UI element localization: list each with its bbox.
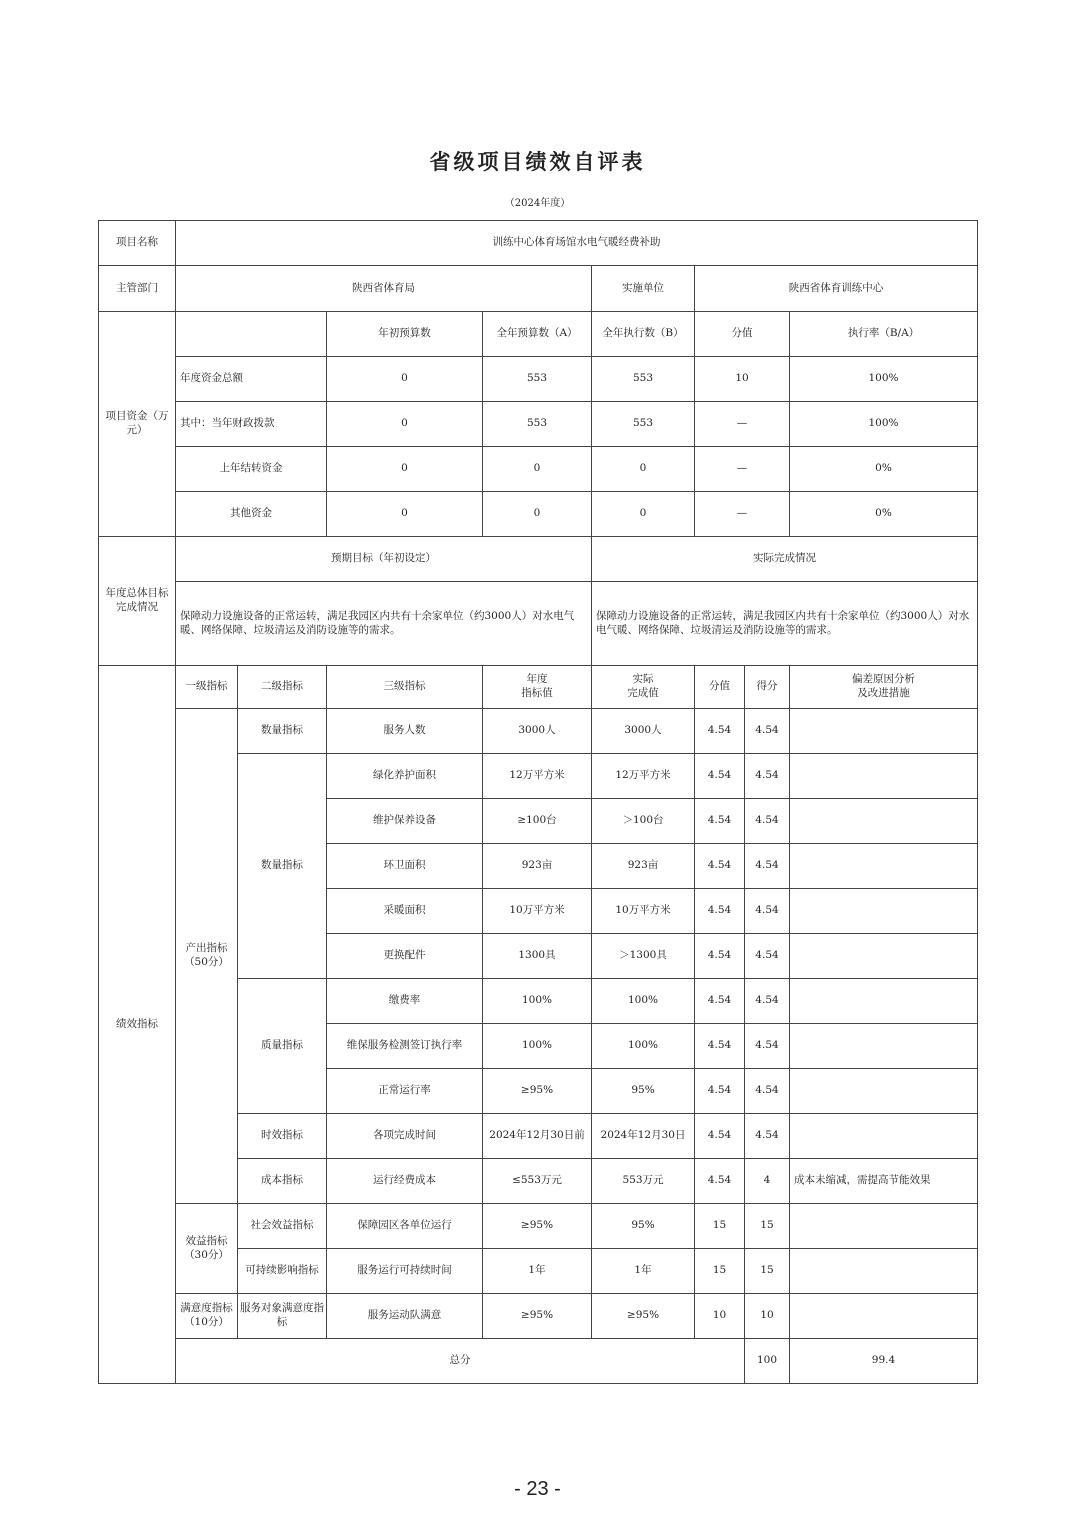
goals-actual: 保障动力设施设备的正常运转，满足我园区内共有十余家单位（约3000人）对水电气暖、网络保障、垃圾清运及消防设施等的需求。 <box>592 582 978 666</box>
indicator-score: 4.54 <box>745 709 790 754</box>
indicator-score: 4.54 <box>745 979 790 1024</box>
indicator-score-value: 4.54 <box>695 709 745 754</box>
funds-row-label: 其他资金 <box>176 492 327 537</box>
funds-initial: 0 <box>327 447 483 492</box>
indicator-analysis <box>790 1249 978 1294</box>
indicator-actual: 10万平方米 <box>592 889 695 934</box>
department-row <box>99 266 978 312</box>
indicator-name: 绿化养护面积 <box>327 754 483 799</box>
indicator-name: 服务运行可持续时间 <box>327 1249 483 1294</box>
indicator-score-value: 4.54 <box>695 889 745 934</box>
indicator-score-value: 4.54 <box>695 1114 745 1159</box>
indicator-name: 服务运动队满意 <box>327 1294 483 1339</box>
level2-timeliness: 时效指标 <box>238 1114 327 1159</box>
indicator-target: 100% <box>483 1024 592 1069</box>
indicator-analysis <box>790 709 978 754</box>
indicator-row <box>99 1204 978 1249</box>
group-output: 产出指标（50分） <box>176 709 238 1204</box>
indicator-analysis <box>790 1114 978 1159</box>
performance-table <box>98 220 978 1384</box>
funds-row <box>99 492 978 537</box>
indicator-actual: 100% <box>592 979 695 1024</box>
indicator-score: 4.54 <box>745 754 790 799</box>
indicator-name: 保障园区各单位运行 <box>327 1204 483 1249</box>
funds-header-initial: 年初预算数 <box>327 312 483 357</box>
indicator-analysis <box>790 889 978 934</box>
level2-social: 社会效益指标 <box>238 1204 327 1249</box>
indicator-score-value: 4.54 <box>695 934 745 979</box>
indicator-analysis <box>790 1069 978 1114</box>
header-score-value: 分值 <box>695 666 745 709</box>
header-level3: 三级指标 <box>327 666 483 709</box>
funds-row-label: 上年结转资金 <box>176 447 327 492</box>
indicator-score: 4.54 <box>745 1114 790 1159</box>
indicator-target: 923亩 <box>483 844 592 889</box>
funds-rate: 100% <box>790 402 978 447</box>
funds-annual: 0 <box>483 492 592 537</box>
goals-header-row <box>99 537 978 582</box>
level2-cost: 成本指标 <box>238 1159 327 1204</box>
indicator-target: ≥95% <box>483 1294 592 1339</box>
indicator-name: 环卫面积 <box>327 844 483 889</box>
funds-executed: 0 <box>592 447 695 492</box>
project-name-value: 训练中心体育场馆水电气暖经费补助 <box>176 221 978 266</box>
funds-rate: 0% <box>790 447 978 492</box>
indicator-analysis <box>790 1294 978 1339</box>
indicator-score: 4.54 <box>745 844 790 889</box>
indicator-score-value: 4.54 <box>695 844 745 889</box>
funds-row <box>99 447 978 492</box>
indicator-target: ≥95% <box>483 1204 592 1249</box>
indicator-score: 4.54 <box>745 934 790 979</box>
indicator-row <box>99 1294 978 1339</box>
header-level1: 一级指标 <box>176 666 238 709</box>
funds-score-value: — <box>695 492 790 537</box>
funds-row <box>99 357 978 402</box>
indicator-name: 缴费率 <box>327 979 483 1024</box>
project-name-label: 项目名称 <box>99 221 176 266</box>
indicator-analysis: 成本未缩减，需提高节能效果 <box>790 1159 978 1204</box>
indicator-target: 1300具 <box>483 934 592 979</box>
indicator-score: 15 <box>745 1249 790 1294</box>
indicator-score: 4.54 <box>745 1069 790 1114</box>
indicator-name: 维保服务检测签订执行率 <box>327 1024 483 1069</box>
level2-sustainable: 可持续影响指标 <box>238 1249 327 1294</box>
funds-annual: 553 <box>483 357 592 402</box>
indicator-target: 10万平方米 <box>483 889 592 934</box>
indicator-analysis <box>790 1204 978 1249</box>
indicator-score-value: 4.54 <box>695 979 745 1024</box>
goals-content-row <box>99 582 978 666</box>
funds-header-rate: 执行率（B/A） <box>790 312 978 357</box>
funds-initial: 0 <box>327 402 483 447</box>
header-level2: 二级指标 <box>238 666 327 709</box>
goals-expected-header: 预期目标（年初设定） <box>176 537 592 582</box>
dept-label: 主管部门 <box>99 266 176 312</box>
year-subtitle: （2024年度） <box>504 198 571 209</box>
indicator-target: 2024年12月30日前 <box>483 1114 592 1159</box>
indicator-target: ≥95% <box>483 1069 592 1114</box>
level2-quality: 质量指标 <box>238 979 327 1114</box>
indicator-analysis <box>790 934 978 979</box>
header-actual: 实际 完成值 <box>592 666 695 709</box>
indicator-analysis <box>790 754 978 799</box>
indicator-score: 4.54 <box>745 889 790 934</box>
funds-score-value: — <box>695 447 790 492</box>
header-score: 得分 <box>745 666 790 709</box>
goals-actual-header: 实际完成情况 <box>592 537 978 582</box>
header-analysis: 偏差原因分析 及改进措施 <box>790 666 978 709</box>
level2-quantity: 数量指标 <box>238 709 327 754</box>
indicator-name: 维护保养设备 <box>327 799 483 844</box>
funds-rate: 0% <box>790 492 978 537</box>
page-title: 省级项目绩效自评表 <box>429 149 646 174</box>
indicator-score: 10 <box>745 1294 790 1339</box>
funds-row-label: 年度资金总额 <box>176 357 327 402</box>
indicator-actual: 12万平方米 <box>592 754 695 799</box>
indicator-analysis <box>790 799 978 844</box>
total-score: 99.4 <box>790 1339 978 1384</box>
group-benefit: 效益指标（30分） <box>176 1204 238 1294</box>
goals-expected: 保障动力设施设备的正常运转，满足我园区内共有十余家单位（约3000人）对水电气暖、网络保障、垃圾清运及消防设施等的需求。 <box>176 582 592 666</box>
funds-annual: 553 <box>483 402 592 447</box>
indicator-score: 15 <box>745 1204 790 1249</box>
indicator-actual: 95% <box>592 1204 695 1249</box>
page-number: - 23 - <box>514 1478 561 1500</box>
indicator-name: 更换配件 <box>327 934 483 979</box>
indicator-actual: 95% <box>592 1069 695 1114</box>
funds-header-executed: 全年执行数（B） <box>592 312 695 357</box>
funds-score-value: — <box>695 402 790 447</box>
indicator-score-value: 4.54 <box>695 1069 745 1114</box>
indicator-actual: ＞1300具 <box>592 934 695 979</box>
indicators-header-row <box>99 666 978 709</box>
indicator-analysis <box>790 844 978 889</box>
indicator-actual: 3000人 <box>592 709 695 754</box>
funds-initial: 0 <box>327 357 483 402</box>
level2-quantity: 数量指标 <box>238 754 327 979</box>
indicator-target: 3000人 <box>483 709 592 754</box>
funds-header-annual: 全年预算数（A） <box>483 312 592 357</box>
indicator-name: 运行经费成本 <box>327 1159 483 1204</box>
funds-header-row <box>99 312 978 357</box>
funds-annual: 0 <box>483 447 592 492</box>
indicator-score-value: 4.54 <box>695 1159 745 1204</box>
project-name-row <box>99 221 978 266</box>
indicator-score-value: 4.54 <box>695 1024 745 1069</box>
impl-label: 实施单位 <box>592 266 695 312</box>
indicator-actual: 2024年12月30日 <box>592 1114 695 1159</box>
indicator-name: 采暖面积 <box>327 889 483 934</box>
indicator-actual: ＞100台 <box>592 799 695 844</box>
indicator-row <box>99 709 978 754</box>
level2-satisfaction: 服务对象满意度指标 <box>238 1294 327 1339</box>
indicator-target: 100% <box>483 979 592 1024</box>
indicator-actual: ≥95% <box>592 1294 695 1339</box>
indicator-analysis <box>790 979 978 1024</box>
dept-value: 陕西省体育局 <box>176 266 592 312</box>
funds-row-label: 其中：当年财政拨款 <box>176 402 327 447</box>
total-row <box>99 1339 978 1384</box>
group-satisfaction: 满意度指标（10分） <box>176 1294 238 1339</box>
indicators-label: 绩效指标 <box>99 666 176 1384</box>
indicator-score-value: 15 <box>695 1249 745 1294</box>
total-score-value: 100 <box>745 1339 790 1384</box>
impl-value: 陕西省体育训练中心 <box>695 266 978 312</box>
indicator-name: 各项完成时间 <box>327 1114 483 1159</box>
indicator-score: 4 <box>745 1159 790 1204</box>
funds-row <box>99 402 978 447</box>
funds-executed: 553 <box>592 357 695 402</box>
indicator-target: 1年 <box>483 1249 592 1294</box>
indicator-analysis <box>790 1024 978 1069</box>
indicator-actual: 923亩 <box>592 844 695 889</box>
indicator-actual: 1年 <box>592 1249 695 1294</box>
indicator-actual: 100% <box>592 1024 695 1069</box>
indicator-target: ≥100台 <box>483 799 592 844</box>
indicator-score-value: 10 <box>695 1294 745 1339</box>
funds-executed: 553 <box>592 402 695 447</box>
indicator-score-value: 4.54 <box>695 754 745 799</box>
indicator-score: 4.54 <box>745 1024 790 1069</box>
funds-header-score-value: 分值 <box>695 312 790 357</box>
funds-initial: 0 <box>327 492 483 537</box>
indicator-score-value: 15 <box>695 1204 745 1249</box>
indicator-name: 服务人数 <box>327 709 483 754</box>
goals-label: 年度总体目标完成情况 <box>99 537 176 666</box>
funds-header-blank <box>176 312 327 357</box>
funds-score-value: 10 <box>695 357 790 402</box>
indicator-score: 4.54 <box>745 799 790 844</box>
header-target: 年度 指标值 <box>483 666 592 709</box>
funds-executed: 0 <box>592 492 695 537</box>
indicator-actual: 553万元 <box>592 1159 695 1204</box>
funds-label: 项目资金（万元） <box>99 312 176 537</box>
funds-rate: 100% <box>790 357 978 402</box>
total-label: 总分 <box>176 1339 745 1384</box>
indicator-target: ≤553万元 <box>483 1159 592 1204</box>
indicator-score-value: 4.54 <box>695 799 745 844</box>
indicator-name: 正常运行率 <box>327 1069 483 1114</box>
indicator-target: 12万平方米 <box>483 754 592 799</box>
